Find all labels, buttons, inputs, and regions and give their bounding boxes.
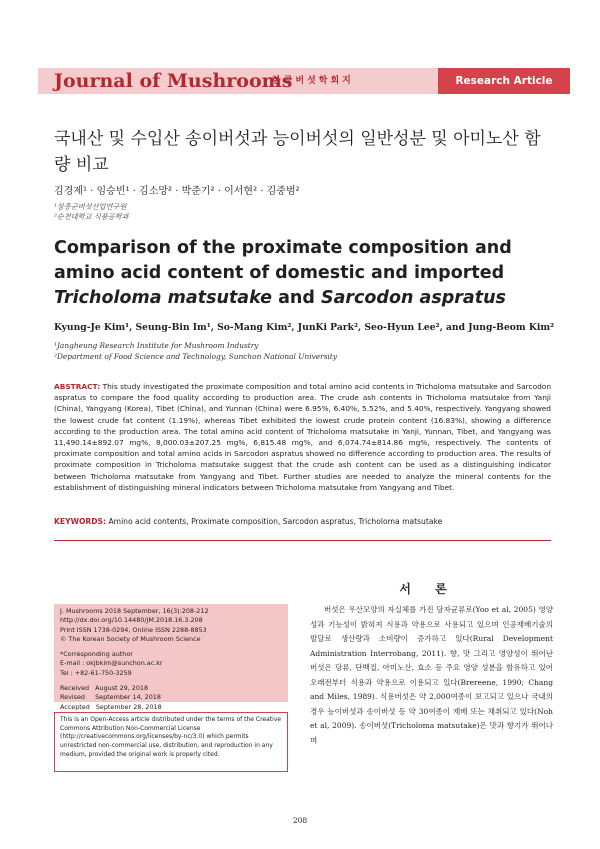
article-type-badge: Research Article bbox=[438, 68, 570, 94]
section-title-intro: 서 론 bbox=[399, 582, 457, 596]
article-info bbox=[60, 607, 286, 712]
affiliation-en-2: ²Department of Food Science and Technology, Sunchon National University bbox=[54, 352, 337, 361]
title-en-species-1: Tricholoma matsutake bbox=[54, 288, 272, 308]
abstract-text: This study investigated the proximate composition and total amino acid contents in Tricholoma matsutake and Sarcodon aspratus to compare the food quality according to production area. The crude ash contents in Tricholoma matsutake from Yanji (China), Yangyang (Korea), Tibet (China), and Yunnan (China) were 6.95%, 6.40%, 5.52%, and 5.40%, respectively. Yangyang showed the lowest crude fat content (1.19%), whereas Tibet exhibited the lowest crude protein content (16.83%), showing a difference according to the production area. The total amino acid content of Tricholoma matsutake in Yanji, Yunnan, Tibet, and Yangyang was 11,490.14±892.07 mg%, 8,000.03±207.25 mg%, 6,815.48 mg%, and 6,074.74±814.86 mg%, respectively. The contents of proximate composition and total amino acids in Sarcodon aspratus showed no difference according to production area. The results of proximate composition in Tricholoma matsutake suggest that the crude ash content can be used as a distinguishing indicator between Tricholoma matsutake from Yangyang and Tibet. Further studies are needed to analyze the mineral contents for the establishment of distinguishing mineral indicators between Tricholoma matsutake from Yangyang and Tibet. bbox=[54, 382, 551, 492]
keywords-label: KEYWORDS: bbox=[54, 517, 107, 526]
affiliation-kor-2: ²순천대학교 식품공학과 bbox=[54, 212, 129, 221]
info-line: J. Mushrooms 2018 September, 16(3):208-212 bbox=[60, 607, 209, 615]
affiliation-kor-1: ¹장흥군버섯산업연구원 bbox=[54, 202, 127, 211]
title-en-main: Comparison of the proximate composition and amino acid content of domestic and imported bbox=[54, 238, 512, 283]
date-line: Revised September 14, 2018 bbox=[60, 693, 161, 702]
abstract-label: ABSTRACT: bbox=[54, 382, 101, 391]
paper-title-en bbox=[54, 236, 554, 311]
affiliation-en-1: ¹Jangheung Research Institute for Mushroom Industry bbox=[54, 341, 259, 350]
license-text: This is an Open-Access article distributed under the terms of the Creative Commons Attribution Non-Commercial License (http://creativecommons.org/licenses/by-nc/3.0) which permits unrestricted non-commercial use, distribution, and reproduction in any medium, provided the original work is properly cited. bbox=[60, 716, 282, 758]
society-name-kor: 한국버섯학회지 bbox=[272, 76, 354, 86]
affiliations-kor bbox=[54, 202, 454, 222]
doi-link[interactable]: http://dx.doi.org/10.14480/JM.2018.16.3.208 bbox=[60, 616, 203, 625]
abstract bbox=[54, 381, 551, 493]
info-line: Print ISSN 1738-0294, Online ISSN 2288-8853 bbox=[60, 625, 207, 634]
date-line: Received August 29, 2018 bbox=[60, 684, 149, 693]
corr-email[interactable]: E-mail : okjbkim@sunchon.ac.kr bbox=[60, 659, 163, 668]
keywords-text: Amino acid contents, Proximate composition, Sarcodon aspratus, Tricholoma matsutake bbox=[108, 517, 443, 526]
authors-kor: 김경제¹ · 임승빈¹ · 김소망² · 박준기² · 이서현² · 김중범² bbox=[54, 186, 300, 197]
title-en-species-2: Sarcodon aspratus bbox=[320, 288, 506, 308]
affiliations-en bbox=[54, 340, 534, 362]
journal-title: Journal of Mushrooms bbox=[54, 70, 293, 92]
corr-line: Tel : +82-61-750-3259 bbox=[60, 668, 132, 677]
title-en-and: and bbox=[272, 288, 321, 308]
paper-title-kor: 국내산 및 수입산 송이버섯과 능이버섯의 일반성분 및 아미노산 함량 비교 bbox=[54, 129, 541, 175]
page-number: 208 bbox=[292, 816, 308, 825]
info-line: © The Korean Society of Mushroom Science bbox=[60, 634, 201, 643]
corr-line: *Corresponding author bbox=[60, 650, 133, 659]
section-divider bbox=[54, 540, 551, 541]
intro-paragraph: 버섯은 우산모양의 자실체를 가진 담자균류로(Yoo et al, 2005) 영양성과 기능성이 밝혀져 식용과 약용으로 사용되고 있으며 인공재배기술의 발달로 생산량과 소비량이 증가하고 있다(Rural Development Administration Interrobang, 2011). 향, 맛 그리고 영양성이 뛰어난 버섯은 당류, 단백질, 아미노산, 효소 등 주요 영양 성분을 함유하고 있어 오래전부터 식용과 약용으로 이용되고 있다(Brereene, 1990; Chang and Miles, 1989). 식용버섯은 약 2,000여종이 보고되고 있으나 국내의 경우 능이버섯과 송이버섯 등 약 30여종이 재배 또는 채취되고 있다(Noh et al, 2009). 송이버섯(Tricholoma matsutake)은 맛과 향기가 뛰어나며 bbox=[310, 605, 553, 745]
authors-en: Kyung-Je Kim¹, Seung-Bin Im¹, So-Mang Kim², JunKi Park², Seo-Hyun Lee², and Jung-Beom Kim² bbox=[54, 322, 555, 333]
keywords bbox=[54, 516, 551, 527]
date-line: Accepted September 28, 2018 bbox=[60, 702, 162, 711]
